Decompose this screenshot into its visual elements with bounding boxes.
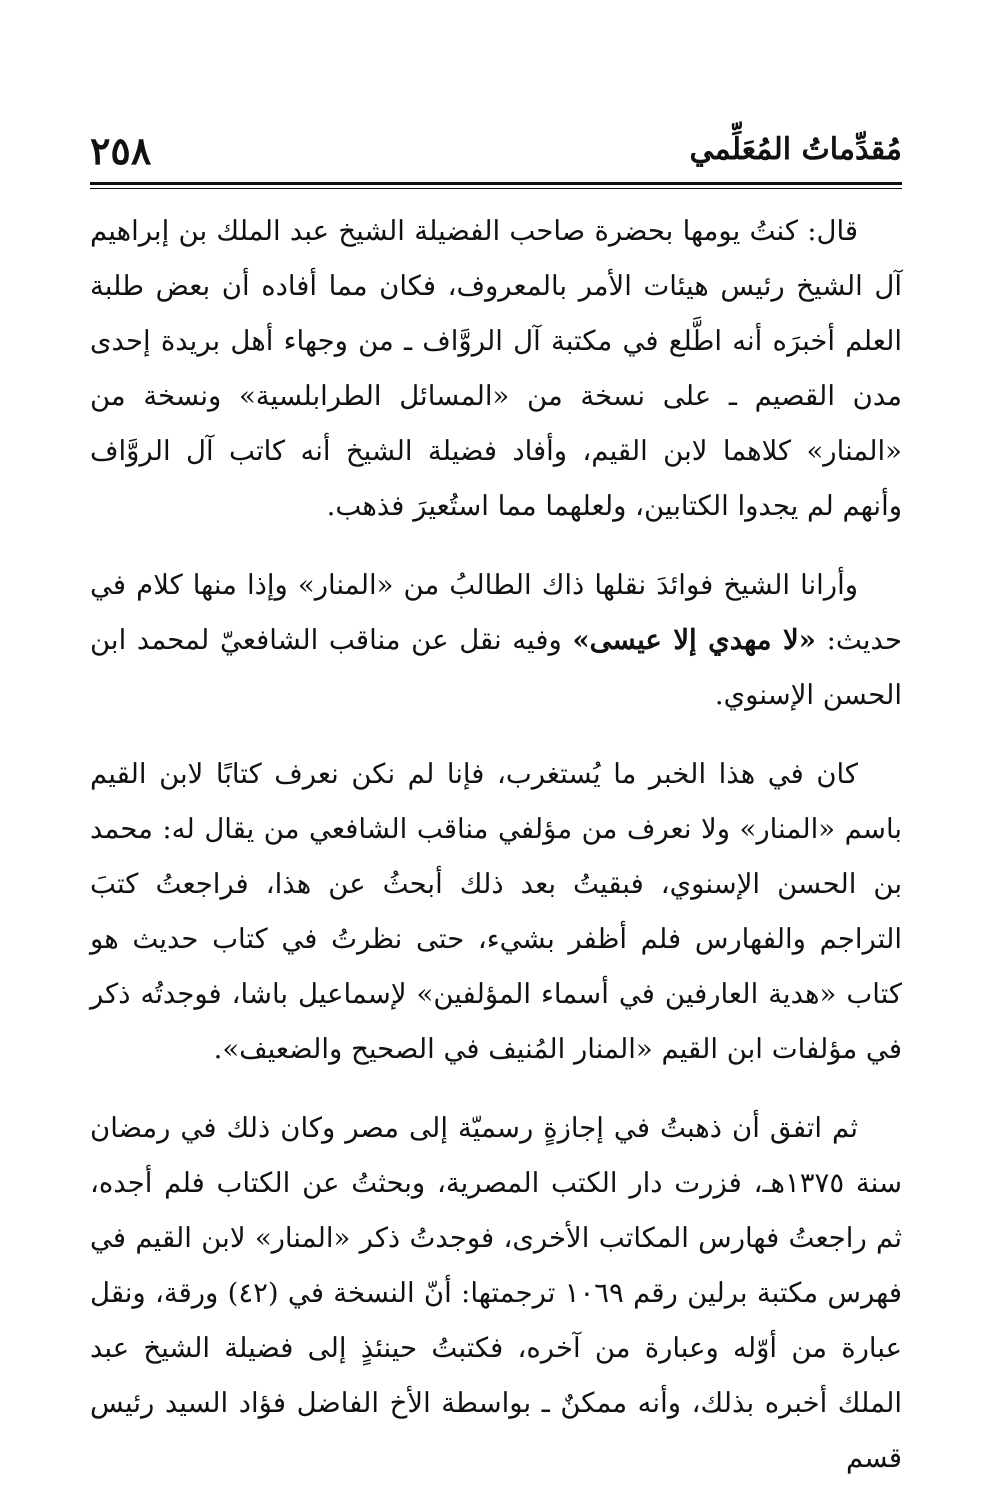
running-title: مُقدِّماتُ المُعَلِّمي (689, 132, 902, 167)
paragraph-3: كان في هذا الخبر ما يُستغرب، فإنا لم نكن نعرف كتابًا لابن القيم باسم «المنار» ولا نعرف من مؤلفي مناقب الشافعي من يقال له: محمد بن الحسن الإسنوي، فبقيتُ بعد ذلك أبحثُ عن هذا، فراجعتُ كتبَ التراجم والفهارس فلم أظفر بشيء، حتى نظرتُ في كتاب حديث هو كتاب «هدية العارفين في أسماء المؤلفين» لإسماعيل باشا، فوجدتُه ذكر في مؤلفات ابن القيم «المنار المُنيف في الصحيح والضعيف». (90, 758, 902, 1065)
hadith-quote: «لا مهدي إلا عيسى» (572, 624, 816, 656)
book-page (90, 120, 902, 1474)
header-rule-thin (90, 188, 902, 189)
paragraph-1: قال: كنتُ يومها بحضرة صاحب الفضيلة الشيخ عبد الملك بن إبراهيم آل الشيخ رئيس هيئات الأمر بالمعروف، فكان مما أفاده أن بعض طلبة العلم أخبرَه أنه اطَّلع في مكتبة آل الروَّاف ـ من وجهاء أهل بريدة إحدى مدن القصيم ـ على نسخة من «المسائل الطرابلسية» ونسخة من «المنار» كلاهما لابن القيم، وأفاد فضيلة الشيخ أنه كاتب آل الروَّاف وأنهم لم يجدوا الكتابين، ولعلهما مما استُعيرَ فذهب. (90, 215, 902, 522)
header-rule-thick (90, 182, 902, 185)
page-body (90, 204, 902, 1510)
paragraph-2 (90, 558, 902, 723)
paragraph-4: ثم اتفق أن ذهبتُ في إجازةٍ رسميّة إلى مصر وكان ذلك في رمضان سنة ١٣٧٥هـ، فزرت دار الكتب المصرية، وبحثتُ عن الكتاب فلم أجده، ثم راجعتُ فهارس المكاتب الأخرى، فوجدتُ ذكر «المنار» لابن القيم في فهرس مكتبة برلين رقم ١٠٦٩ ترجمتها: أنّ النسخة في (٤٢) ورقة، ونقل عبارة من أوّله وعبارة من آخره، فكتبتُ حينئذٍ إلى فضيلة الشيخ عبد الملك أخبره بذلك، وأنه ممكنٌ ـ بواسطة الأخ الفاضل فؤاد السيد رئيس قسم (90, 1112, 902, 1474)
paragraph-2-text-after: وفيه نقل عن مناقب الشافعيّ لمحمد ابن الحسن الإسنوي. (90, 624, 902, 711)
page-header (90, 120, 902, 180)
paragraph-2-text-before: وأرانا الشيخ فوائدَ نقلها ذاك الطالبُ من «المنار» وإذا منها كلام في حديث: (90, 569, 902, 656)
page-number: ٢٥٨ (90, 128, 152, 173)
